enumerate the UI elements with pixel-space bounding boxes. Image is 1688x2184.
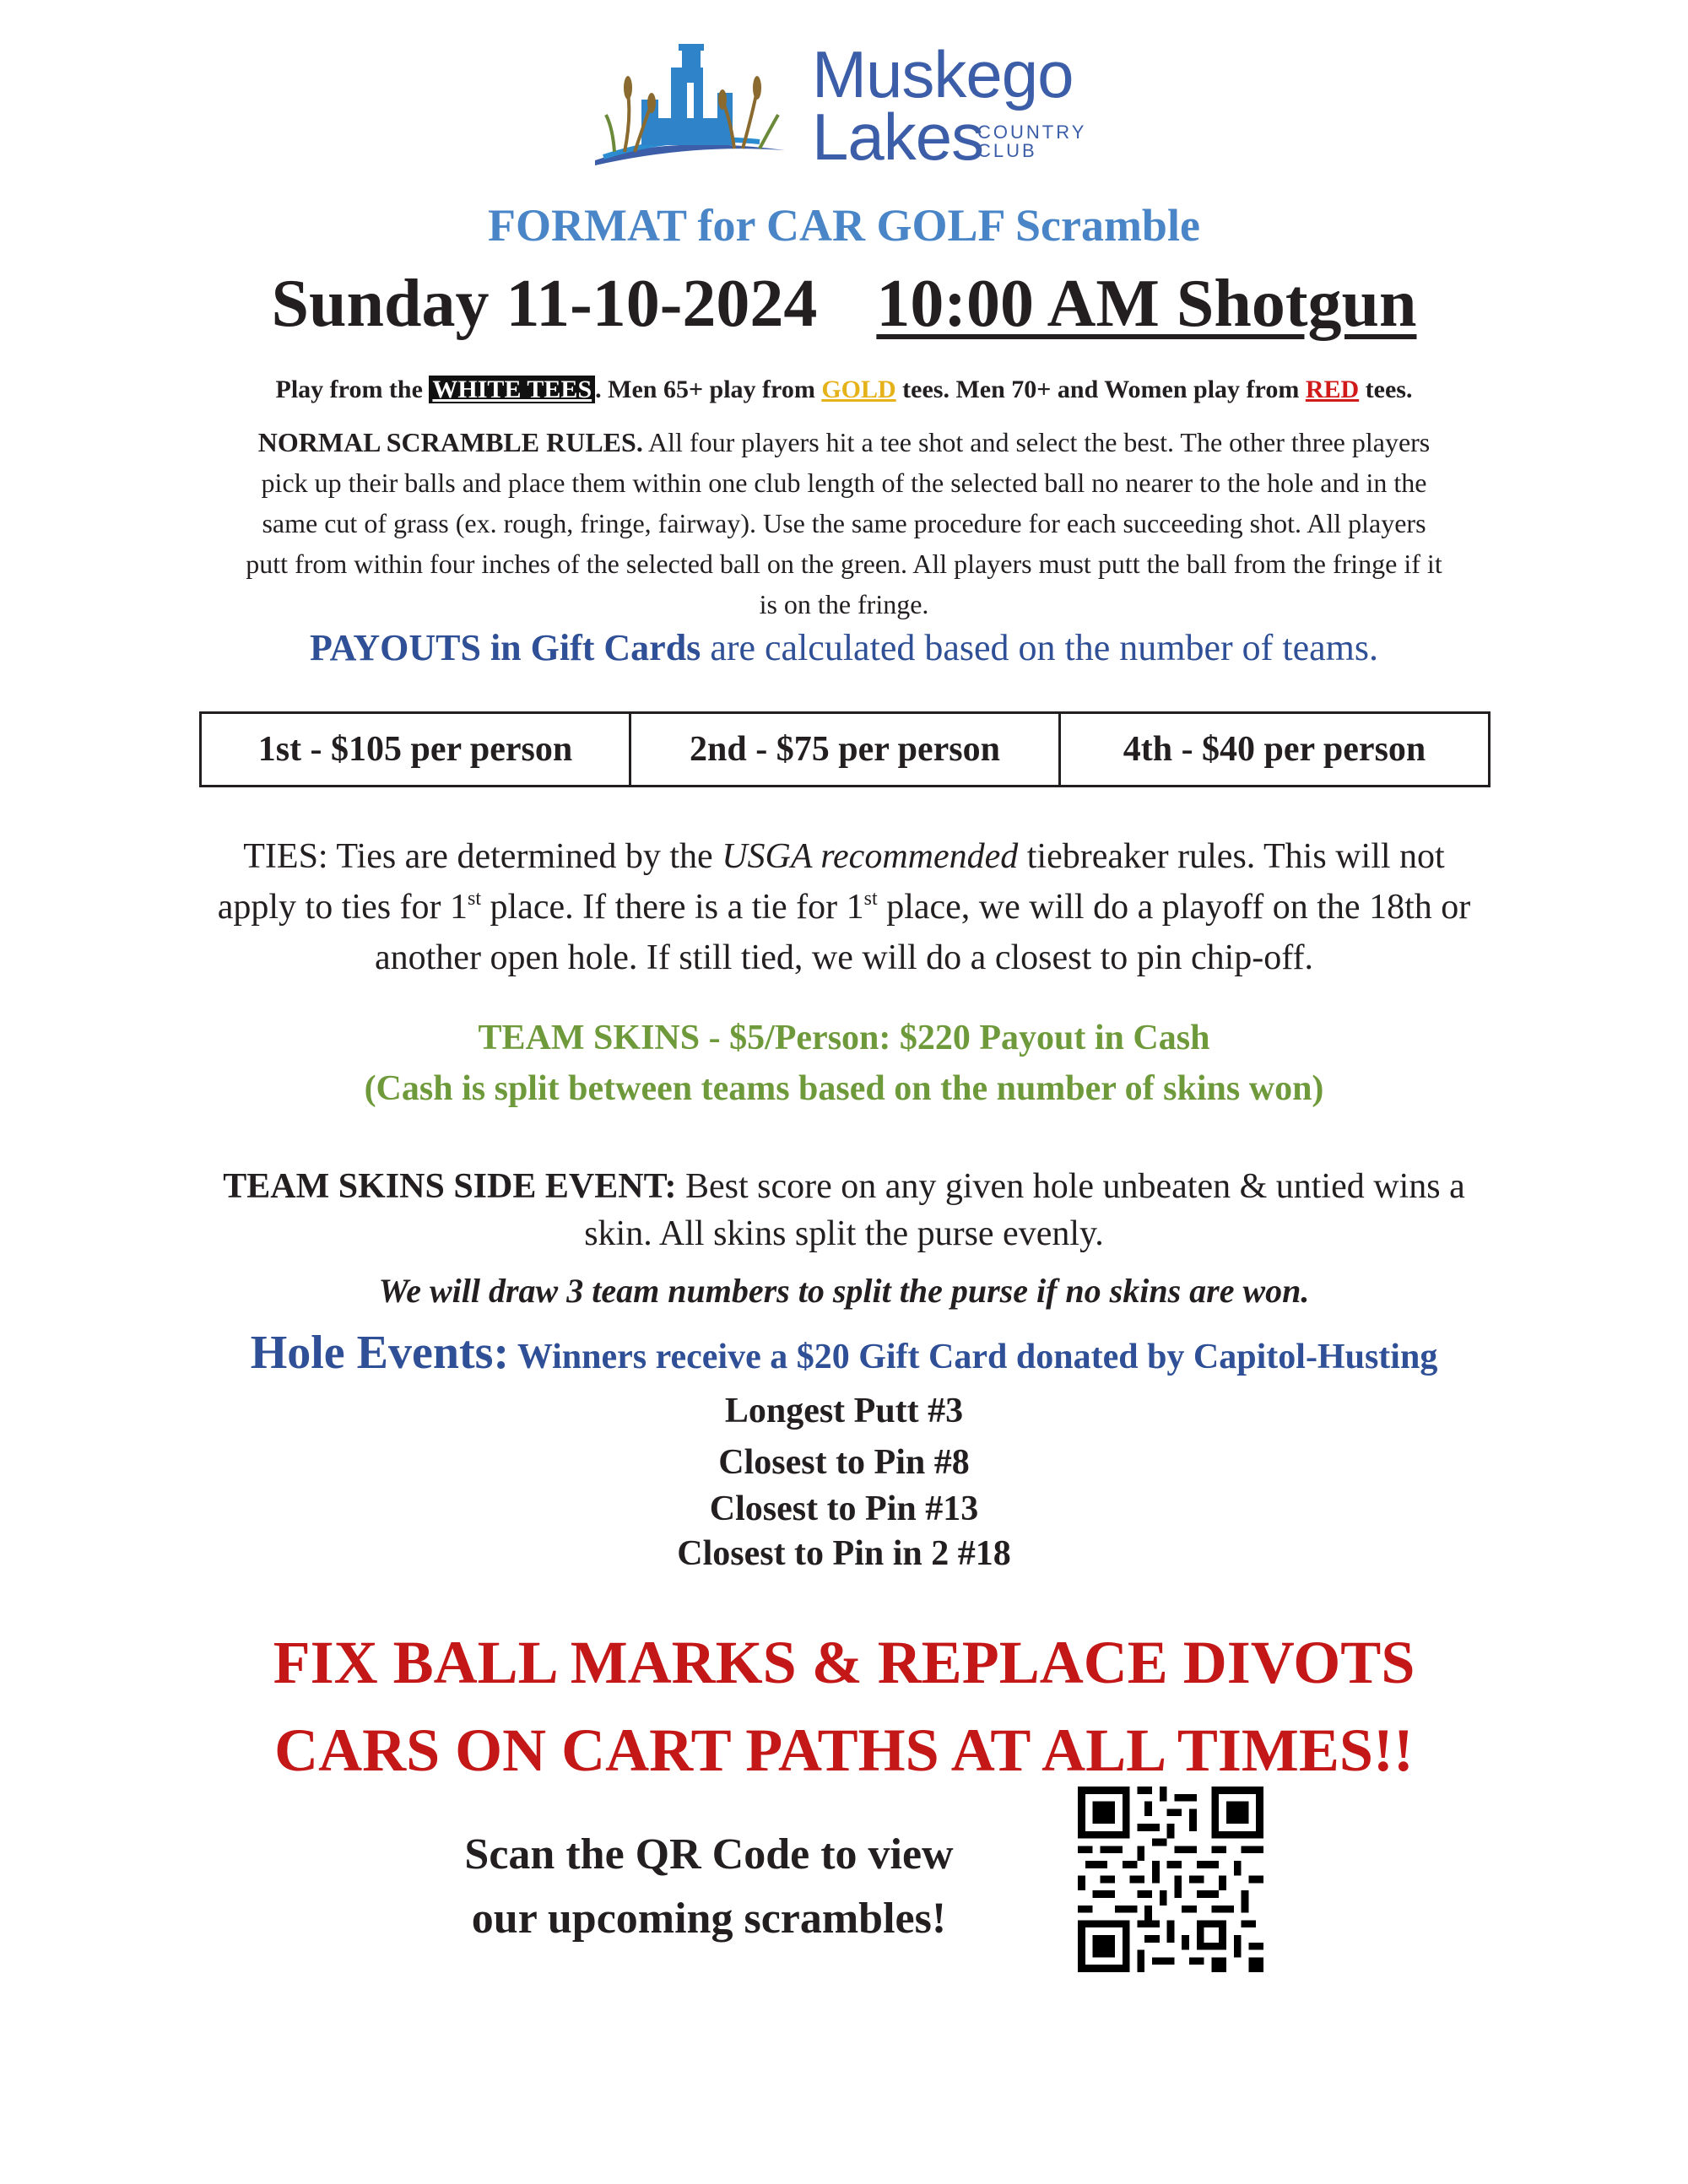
side-event-lead: TEAM SKINS SIDE EVENT: [223, 1167, 677, 1206]
red-tees: RED [1305, 376, 1360, 403]
scan-qr-text [363, 1823, 1055, 1951]
ties-sup-2: st [863, 888, 878, 910]
logo-club: CLUB [977, 140, 1037, 161]
tees-text-2: . Men 65+ play from [595, 376, 822, 403]
qr-code[interactable] [1078, 1787, 1263, 1972]
event-start: 10:00 AM Shotgun [876, 267, 1417, 341]
white-tees: WHITE TEES [429, 376, 595, 403]
tees-text-1: Play from the [275, 376, 430, 403]
hole-events-subtitle: Winners receive a $20 Gift Card donated by Capitol-Husting [509, 1338, 1438, 1376]
list-item: Closest to Pin in 2 #18 [677, 1534, 1011, 1573]
side-event-body: Best score on any given hole unbeaten & untied wins a skin. All skins split the purse evenly. [584, 1167, 1465, 1253]
hole-events-title: Hole Events: [250, 1327, 510, 1379]
ties-paragraph [203, 831, 1485, 983]
club-logo [591, 34, 1114, 177]
gold-tees: GOLD [821, 376, 896, 403]
scramble-rules [245, 422, 1443, 624]
rules-lead: NORMAL SCRAMBLE RULES. [257, 427, 643, 457]
payout-2nd: 2nd - $75 per person [630, 713, 1060, 787]
tee-instructions [0, 373, 1688, 407]
hole-events-list [0, 1384, 1688, 1576]
payout-table [199, 711, 1491, 787]
warning-cart-paths: CARS ON CART PATHS AT ALL TIMES!! [274, 1716, 1414, 1784]
ties-sup-1: st [468, 888, 482, 910]
payouts-lead: PAYOUTS in Gift Cards [310, 627, 701, 668]
scan-line2: our upcoming scrambles! [471, 1895, 947, 1943]
logo-word-muskego: Muskego [812, 37, 1074, 111]
list-item: Closest to Pin #8 [718, 1443, 970, 1482]
list-item: Closest to Pin #13 [709, 1489, 979, 1528]
team-skins-line2: (Cash is split between teams based on the number of skins won) [364, 1069, 1324, 1108]
rules-body: All four players hit a tee shot and select the best. The other three players pick up their balls and place them within one club length of the selected ball no nearer to the hole and in the same cut of grass (ex. rough, fringe, fairway). Use the same procedure for each succeeding shot. All players putt from within four inches of the selected ball on the green. All players must putt the ball from the fringe if it is on the fringe. [246, 427, 1442, 619]
tees-text-4: tees. [1359, 376, 1413, 403]
usga-text: USGA recommended [722, 837, 1019, 876]
table-row [201, 713, 1490, 787]
event-date: Sunday 11-10-2024 [271, 267, 818, 341]
warning-ball-marks: FIX BALL MARKS & REPLACE DIVOTS [273, 1629, 1415, 1696]
logo-word-lakes: Lakes [812, 100, 984, 174]
lighthouse-reeds-icon [591, 34, 793, 177]
draw-note: We will draw 3 team numbers to split the purse if no skins are won. [378, 1272, 1310, 1310]
format-title: FORMAT for CAR GOLF Scramble [488, 200, 1200, 251]
ties-text-3: tiebreaker rules. This will not apply to ties for 1 [217, 837, 1445, 927]
course-warnings [0, 1619, 1688, 1794]
scan-line1: Scan the QR Code to view [464, 1830, 954, 1879]
payout-4th: 4th - $40 per person [1060, 713, 1490, 787]
ties-text-1: TIES: Ties are determined by the [243, 837, 722, 876]
event-date-time [0, 262, 1688, 346]
payouts-heading [0, 623, 1688, 673]
payout-1st: 1st - $105 per person [201, 713, 630, 787]
skins-side-event [203, 1163, 1485, 1257]
team-skins-info [0, 1013, 1688, 1114]
ties-text-5: place, we will do a playoff on the 18th or another open hole. If still tied, we will do a closest to pin chip-off. [375, 888, 1471, 977]
payouts-rest: are calculated based on the number of teams. [701, 627, 1378, 668]
tees-text-3: tees. Men 70+ and Women play from [895, 376, 1306, 403]
list-item: Longest Putt #3 [724, 1392, 964, 1430]
logo-country: COUNTRY [977, 122, 1087, 143]
team-skins-line1: TEAM SKINS - $5/Person: $220 Payout in Cash [478, 1019, 1210, 1057]
qr-code-icon [1078, 1787, 1263, 1972]
ties-text-4: place. If there is a tie for 1 [481, 888, 864, 927]
